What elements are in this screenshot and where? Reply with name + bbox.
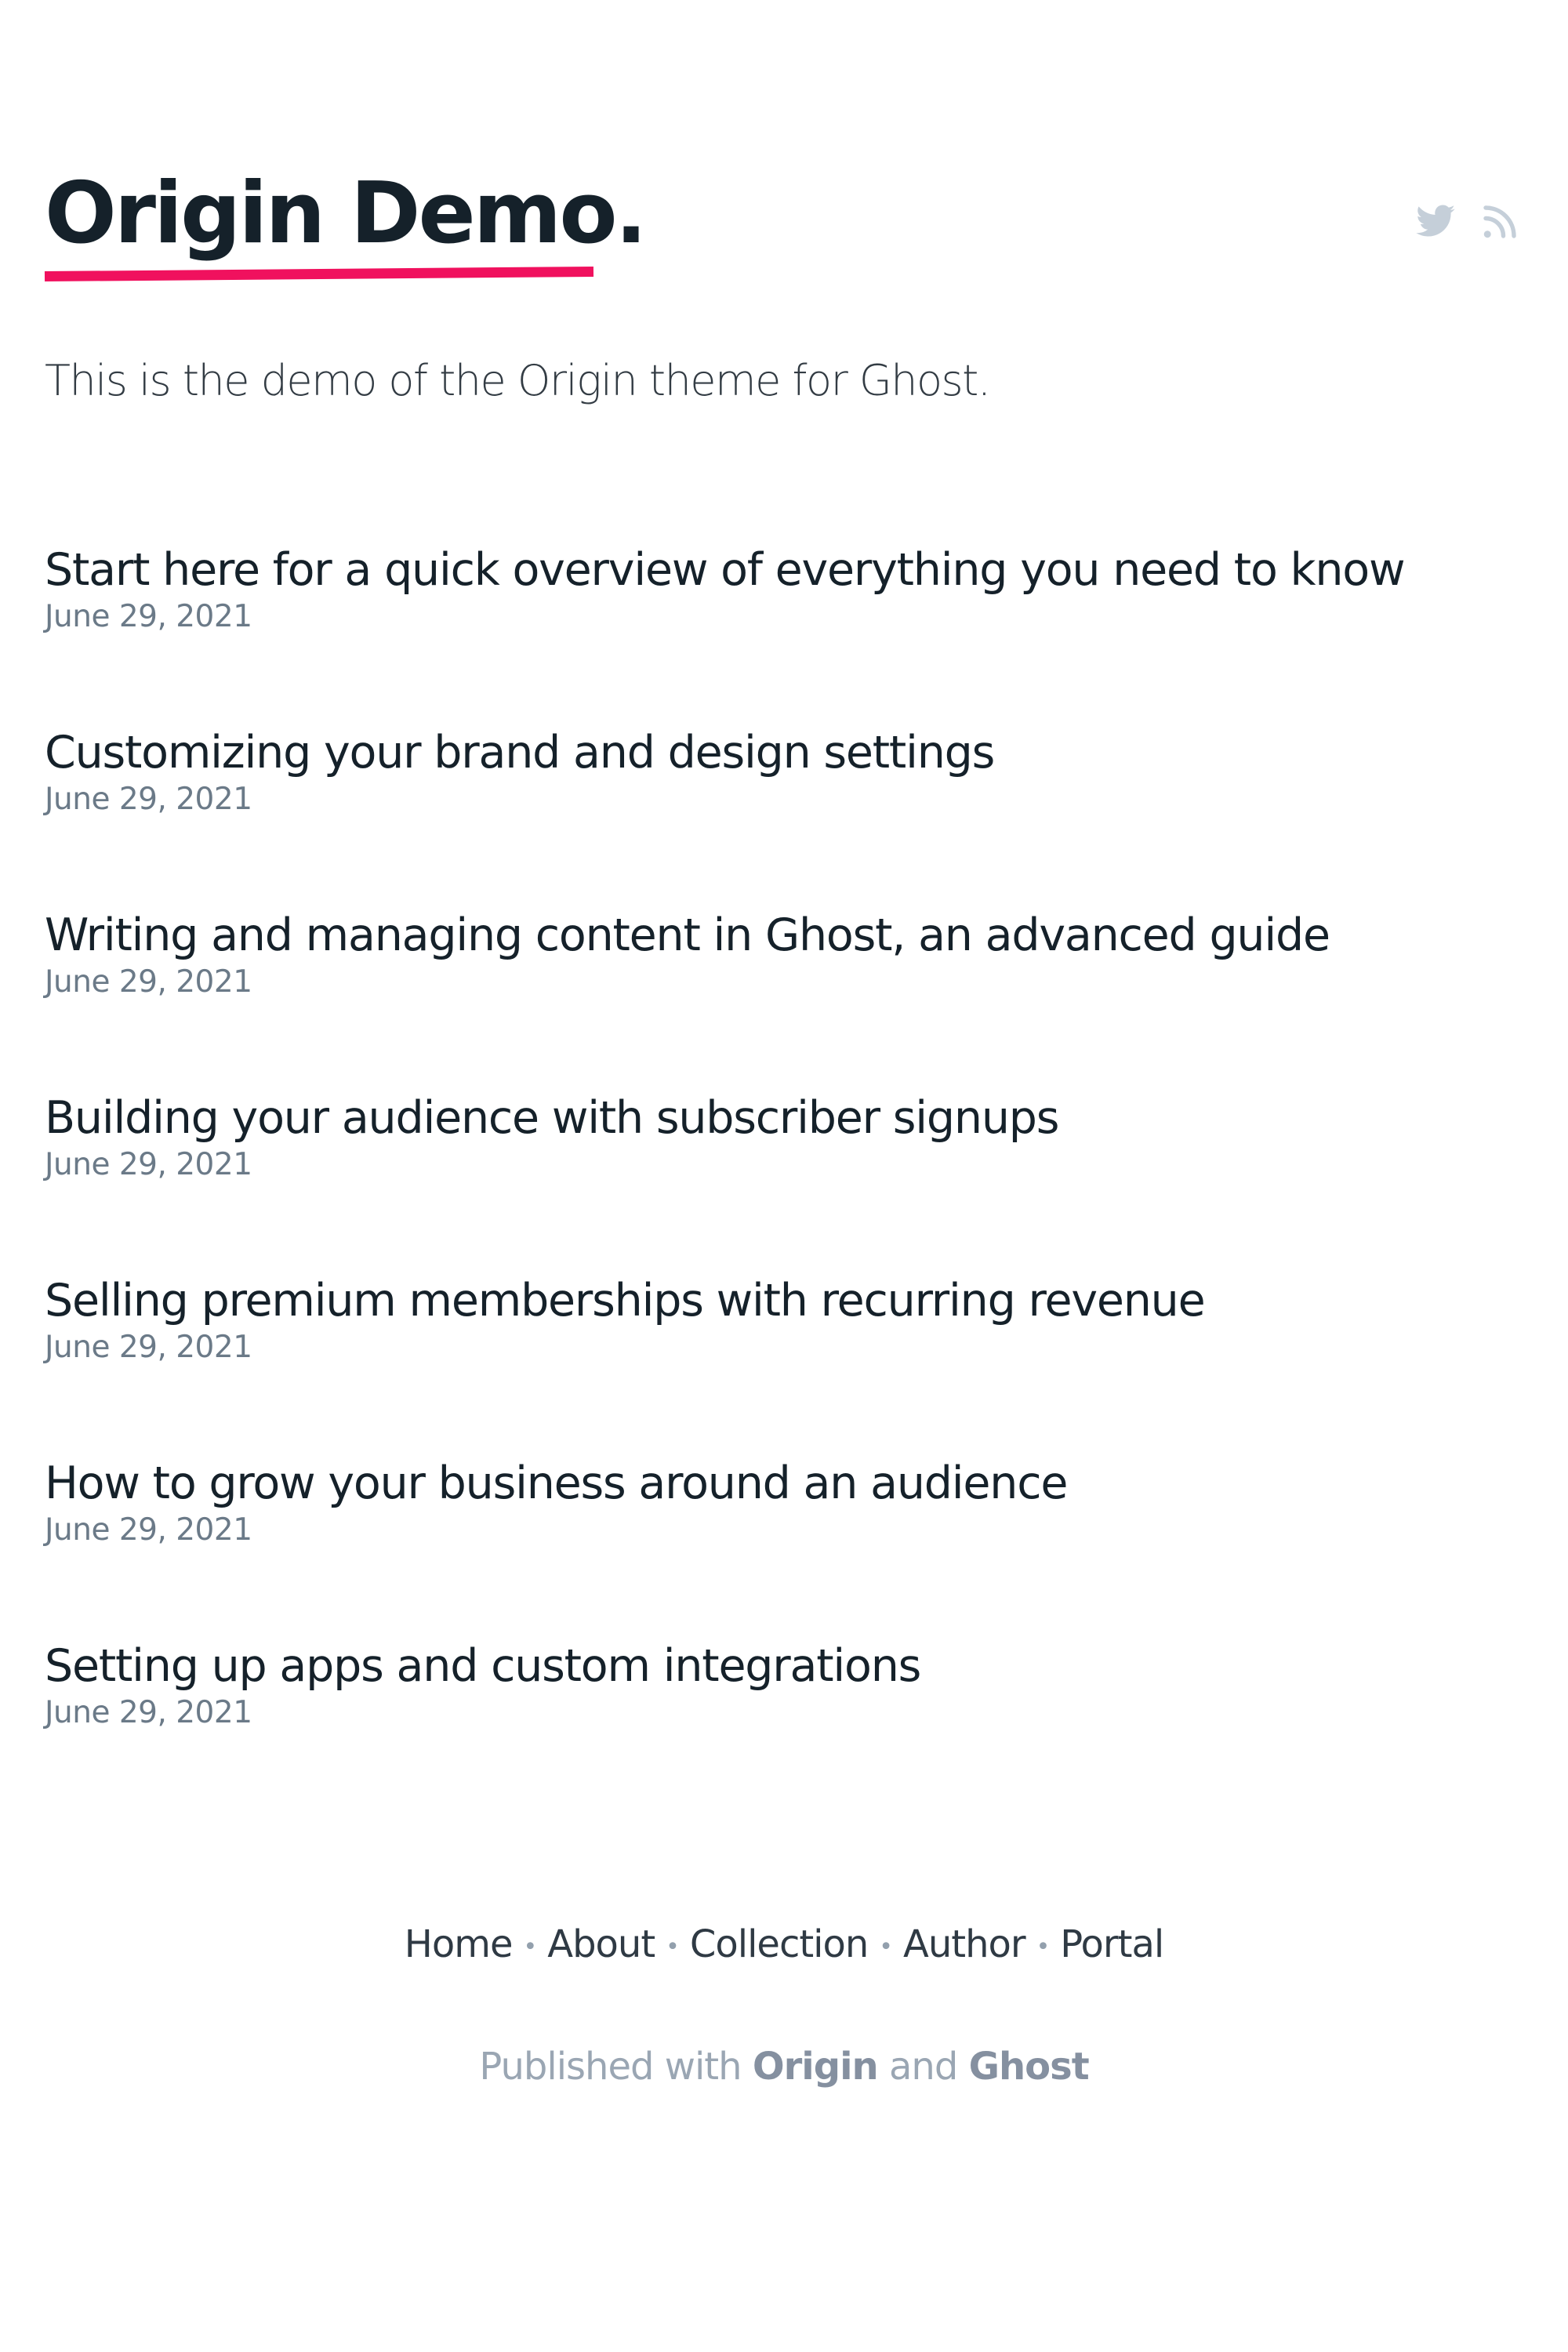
post-title[interactable]: Selling premium memberships with recurring revenue bbox=[45, 1275, 1205, 1327]
post-title[interactable]: Start here for a quick overview of everything you need to know bbox=[45, 544, 1405, 596]
post-title[interactable]: Customizing your brand and design settings bbox=[45, 727, 995, 779]
post-date: June 29, 2021 bbox=[45, 599, 252, 635]
post-date: June 29, 2021 bbox=[45, 1512, 252, 1548]
post-date: June 29, 2021 bbox=[45, 1330, 252, 1366]
rss-icon[interactable] bbox=[1479, 201, 1521, 243]
site-description: This is the demo of the Origin theme for Ghost. bbox=[45, 356, 990, 405]
title-underline bbox=[45, 267, 593, 281]
social-links bbox=[1414, 201, 1521, 243]
post-item bbox=[45, 1637, 1519, 1820]
post-date: June 29, 2021 bbox=[45, 782, 252, 818]
published-with bbox=[0, 2045, 1568, 2089]
footer-link-author[interactable]: Author bbox=[902, 1922, 1025, 1966]
post-item bbox=[45, 724, 1519, 906]
footer-link-portal[interactable]: Portal bbox=[1060, 1922, 1164, 1966]
post-item bbox=[45, 906, 1519, 1089]
post-title[interactable]: Writing and managing content in Ghost, an advanced guide bbox=[45, 909, 1330, 961]
origin-link[interactable]: Origin bbox=[752, 2045, 878, 2089]
separator: • bbox=[879, 1933, 892, 1961]
published-prefix: Published with bbox=[479, 2045, 742, 2089]
post-date: June 29, 2021 bbox=[45, 1147, 252, 1183]
separator: • bbox=[1036, 1933, 1050, 1961]
post-item bbox=[45, 1272, 1519, 1454]
footer-link-collection[interactable]: Collection bbox=[689, 1922, 869, 1966]
post-title[interactable]: Setting up apps and custom integrations bbox=[45, 1640, 921, 1692]
twitter-icon[interactable] bbox=[1414, 201, 1457, 243]
post-feed bbox=[45, 541, 1519, 1820]
separator: • bbox=[666, 1933, 679, 1961]
post-item bbox=[45, 541, 1519, 724]
post-date: June 29, 2021 bbox=[45, 1695, 252, 1731]
post-date: June 29, 2021 bbox=[45, 964, 252, 1000]
post-item bbox=[45, 1089, 1519, 1272]
published-and: and bbox=[889, 2045, 958, 2089]
post-item bbox=[45, 1454, 1519, 1637]
ghost-link[interactable]: Ghost bbox=[968, 2045, 1089, 2089]
footer-nav bbox=[0, 1922, 1568, 1966]
separator: • bbox=[523, 1933, 537, 1961]
footer-link-home[interactable]: Home bbox=[404, 1922, 513, 1966]
post-title[interactable]: Building your audience with subscriber signups bbox=[45, 1092, 1059, 1144]
footer-link-about[interactable]: About bbox=[547, 1922, 655, 1966]
post-title[interactable]: How to grow your business around an audience bbox=[45, 1457, 1068, 1509]
site-title[interactable]: Origin Demo. bbox=[45, 165, 645, 263]
